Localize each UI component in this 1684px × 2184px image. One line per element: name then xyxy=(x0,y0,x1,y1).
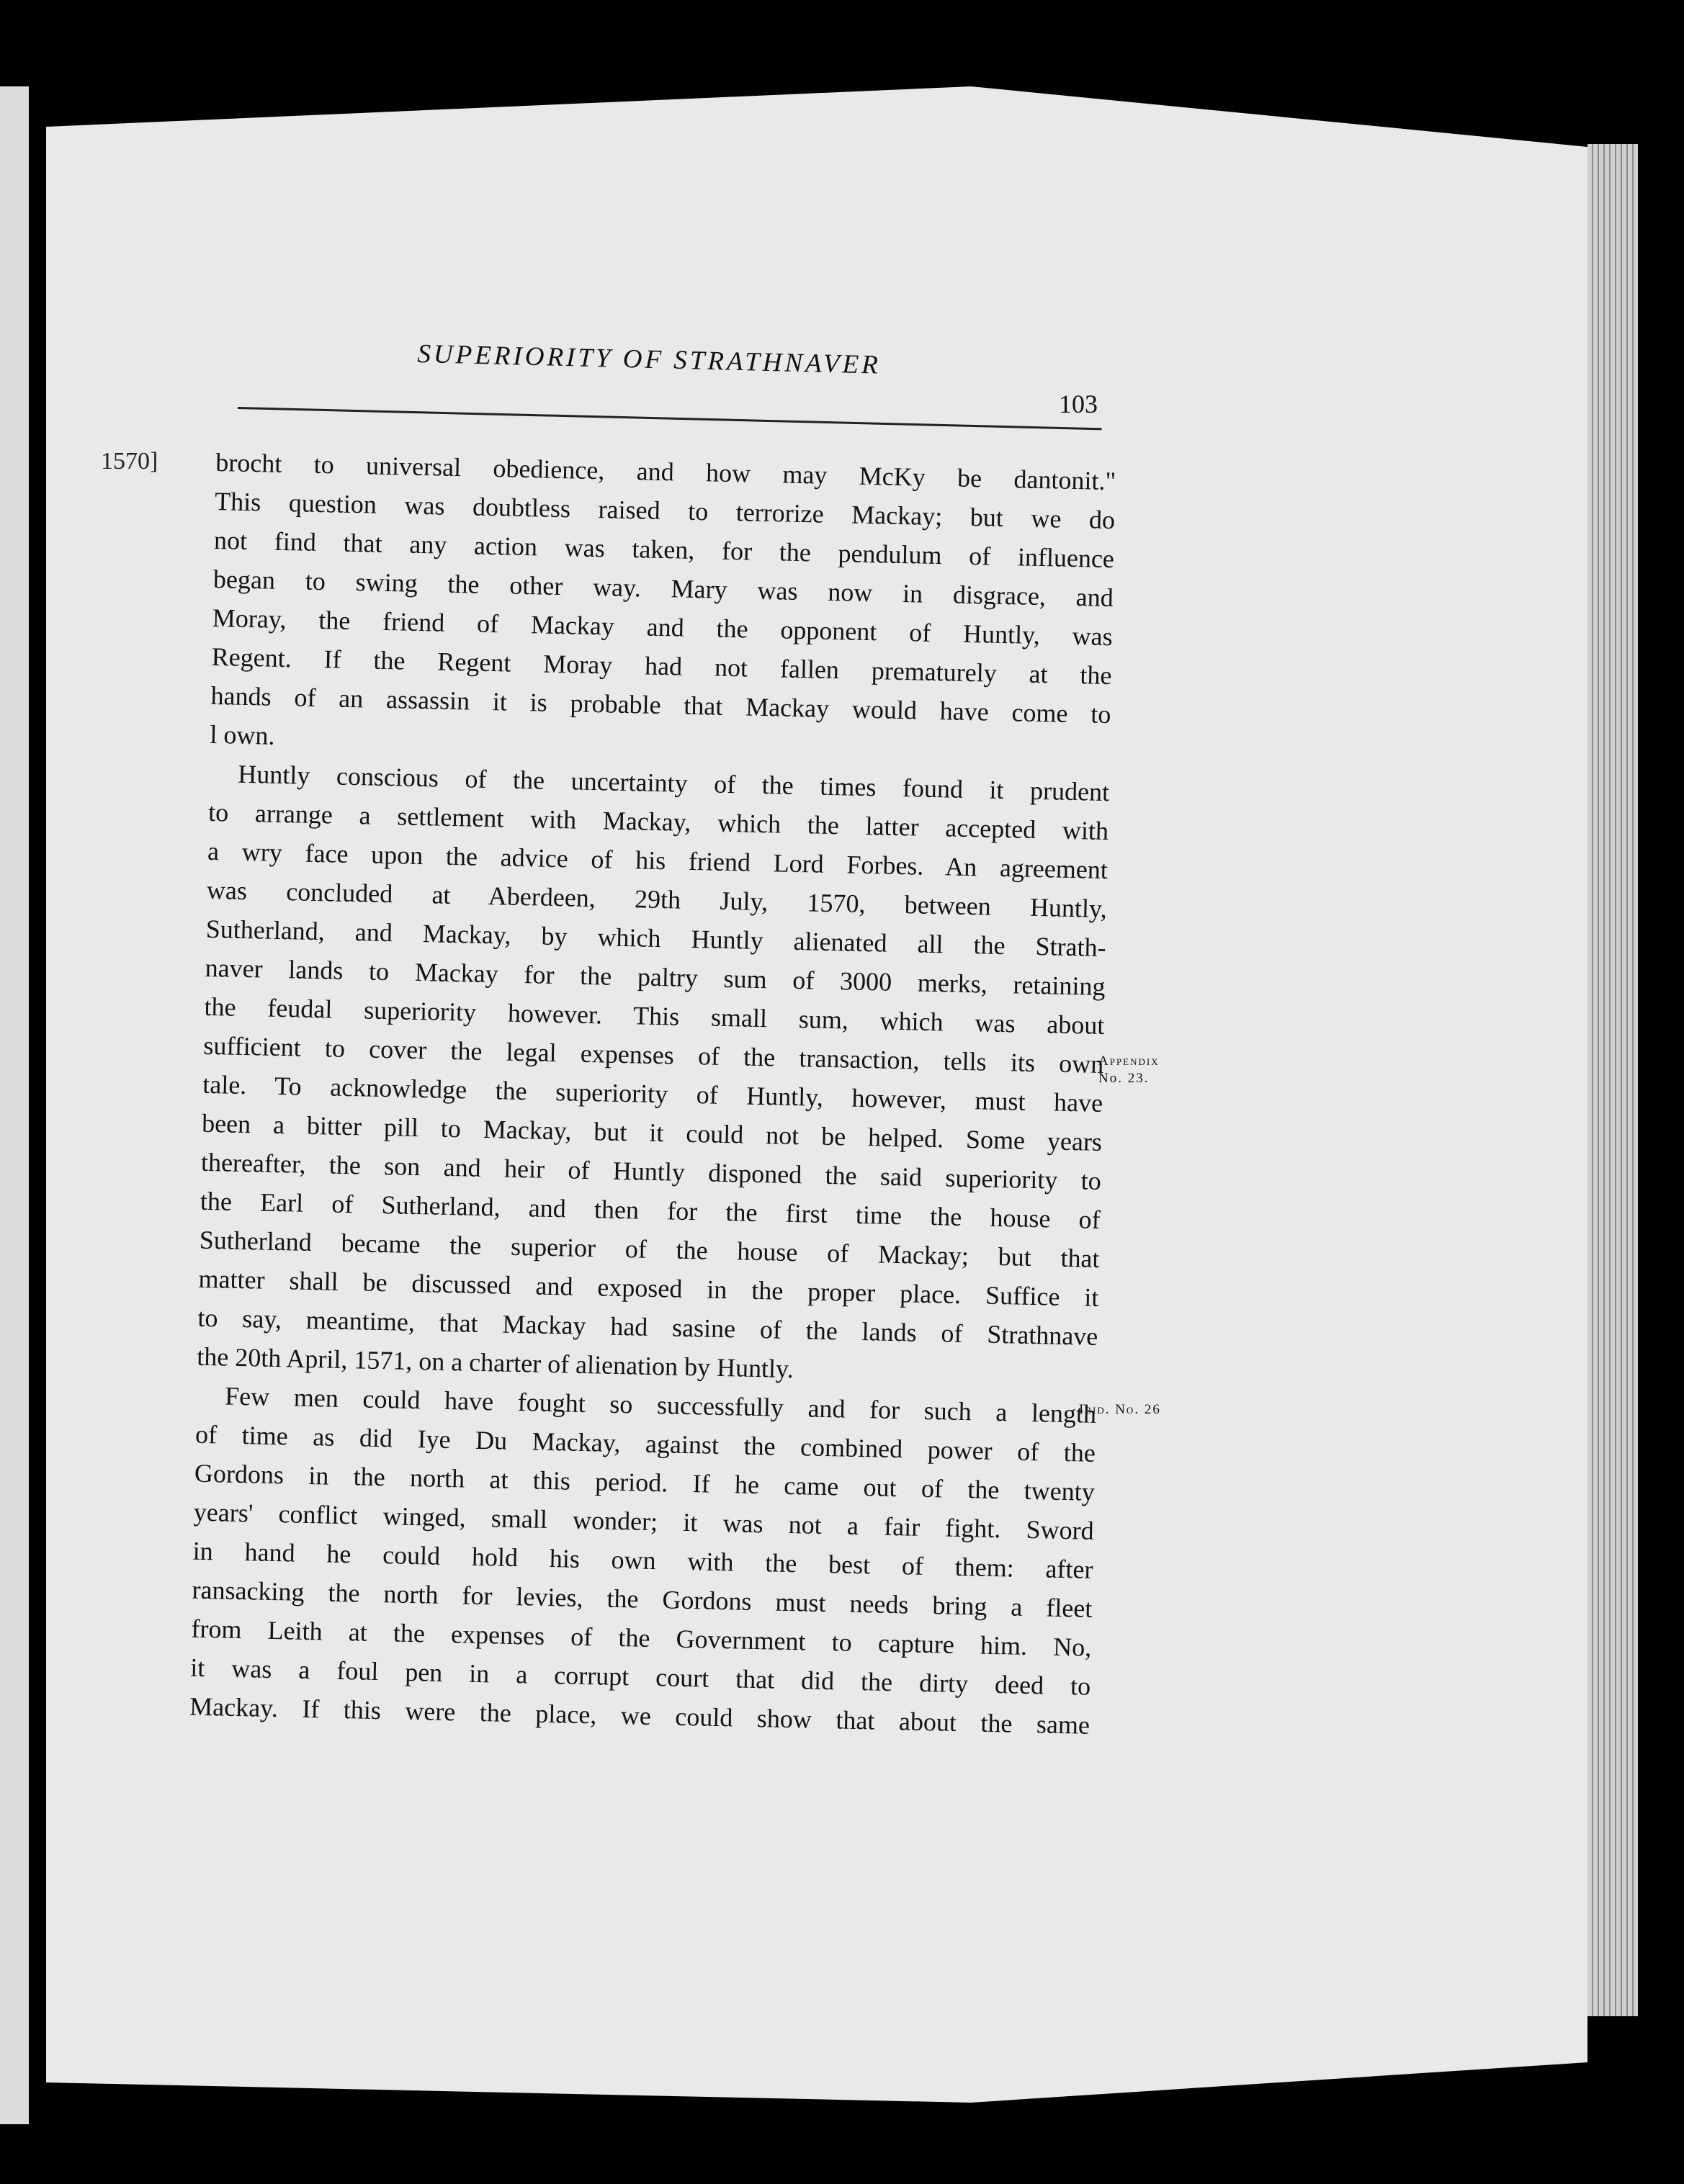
text-line: tale. To acknowledge the superiority of Huntly, however, must have xyxy=(202,1069,1103,1118)
text-line: ransacking the north for levies, the Gordons must needs bring a fleet xyxy=(192,1575,1093,1623)
text-line: the feudal superiority however. This small sum, which was about xyxy=(204,992,1105,1041)
page-stack-edge xyxy=(1587,144,1638,2016)
text-line: Regent. If the Regent Moray had not fallen prematurely at the xyxy=(211,642,1112,691)
text-line: a wry face upon the advice of his friend Lord Forbes. An agreement xyxy=(207,836,1109,885)
text-line: Mackay. If this were the place, we could show that about the same xyxy=(189,1691,1090,1740)
text-line: in hand he could hold his own with the best of them: after xyxy=(192,1536,1093,1584)
text-line: thereafter, the son and heir of Huntly disponed the said superiority to xyxy=(200,1147,1102,1195)
text-line: brocht to universal obedience, and how may McKy be dantonit." xyxy=(215,447,1116,496)
text-line: been a bitter pill to Mackay, but it could not be helped. Some years xyxy=(201,1108,1103,1156)
text-line: to say, meantime, that Mackay had sasine of the lands of Strathnave xyxy=(197,1303,1098,1351)
running-head: SUPERIORITY OF STRATHNAVER xyxy=(416,338,882,380)
text-line: matter shall be discussed and exposed in the proper place. Suffice it xyxy=(198,1264,1099,1312)
text-line: years' conflict winged, small wonder; it was not a fair fight. Sword xyxy=(193,1497,1095,1545)
margin-note-appendix xyxy=(1098,1053,1160,1087)
margin-note-appendix-line2: No. 23. xyxy=(1098,1071,1150,1086)
body-text xyxy=(189,443,1116,1745)
text-line: the Earl of Sutherland, and then for the first time the house of xyxy=(200,1186,1101,1234)
text-line: from Leith at the expenses of the Government to capture him. No, xyxy=(191,1614,1092,1662)
text-line: l own. xyxy=(210,719,275,750)
page-number: 103 xyxy=(1059,390,1098,418)
margin-year: 1570] xyxy=(101,448,158,475)
facing-page-edge xyxy=(0,86,29,2124)
text-line: not find that any action was taken, for the pendulum of influence xyxy=(213,525,1115,574)
text-line: Few men could have fought so successfully and for such a length xyxy=(224,1381,1097,1429)
text-line: Sutherland became the superior of the house of Mackay; but that xyxy=(199,1225,1100,1273)
text-line: was concluded at Aberdeen, 29th July, 1570, between Huntly, xyxy=(206,875,1108,924)
text-line: began to swing the other way. Mary was now in disgrace, and xyxy=(212,564,1114,613)
text-line: This question was doubtless raised to terrorize Mackay; but we do xyxy=(214,486,1116,535)
margin-note-appendix-line1: Appendix xyxy=(1098,1053,1160,1069)
text-line: naver lands to Mackay for the paltry sum of 3000 merks, retaining xyxy=(205,953,1106,1002)
text-line: Moray, the friend of Mackay and the opponent of Huntly, was xyxy=(212,603,1114,652)
text-line: it was a foul pen in a corrupt court that did the dirty deed to xyxy=(189,1653,1091,1701)
text-line: the 20th April, 1571, on a charter of alienation by Huntly. xyxy=(197,1342,794,1384)
text-line: sufficient to cover the legal expenses of the transaction, tells its own xyxy=(203,1030,1104,1079)
text-line: Sutherland, and Mackay, by which Huntly alienated all the Strath- xyxy=(205,914,1107,963)
margin-note-ibid: Ibid. No. 26 xyxy=(1079,1402,1161,1417)
text-line: Gordons in the north at this period. If he came out of the twenty xyxy=(194,1458,1096,1506)
text-line: hands of an assassin it is probable that Mackay would have come to xyxy=(210,680,1111,729)
text-line: Huntly conscious of the uncertainty of the times found it prudent xyxy=(237,759,1110,807)
text-line: to arrange a settlement with Mackay, which the latter accepted with xyxy=(207,797,1109,846)
text-line: of time as did Iye Du Mackay, against the combined power of the xyxy=(194,1419,1096,1468)
